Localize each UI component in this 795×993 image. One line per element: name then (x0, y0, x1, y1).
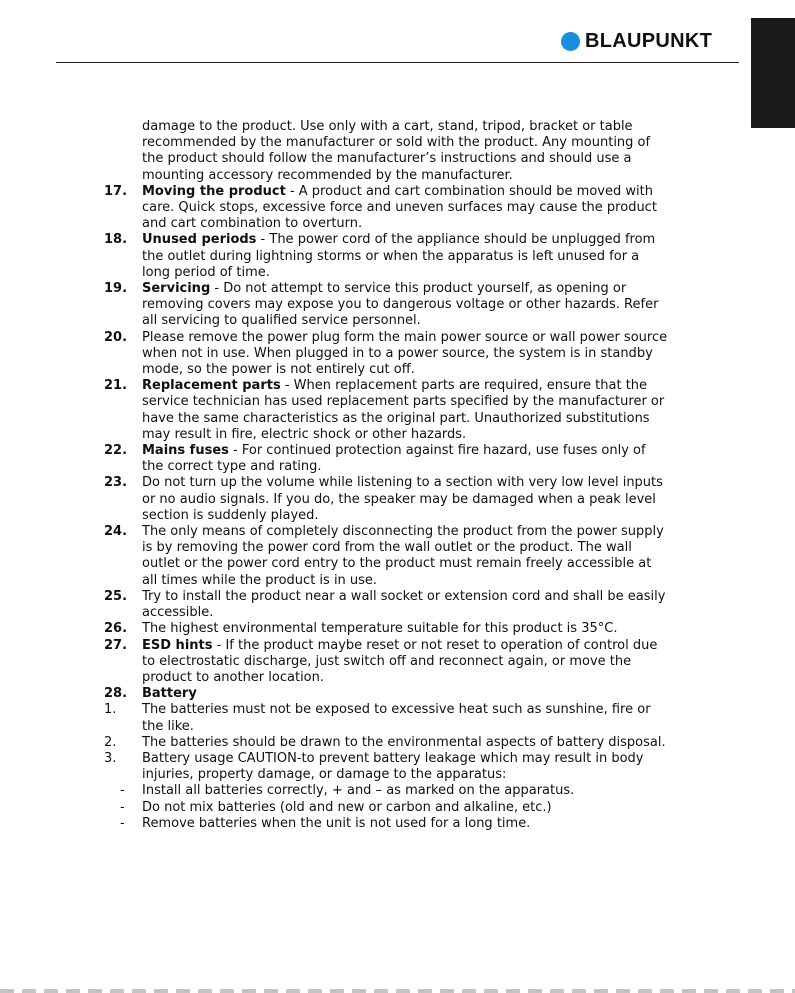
point-number: 3. (104, 750, 117, 766)
battery-point (0, 751, 795, 783)
item-number: 28. (104, 686, 128, 702)
list-item (0, 378, 795, 443)
logo-dot-icon (561, 32, 580, 51)
item-text: - A product and cart combination should be moved with care. Quick stops, excessive force and uneven surfaces may cause the product and cart combination to overturn. (142, 183, 657, 232)
item-text: Please remove the power plug form the main power source or wall power source when not in use. When plugged in to a power source, the system is in standby mode, so the power is not entirely cut off. (142, 329, 668, 378)
item-number: 22. (104, 443, 128, 459)
bullet-dash: - (120, 783, 125, 799)
item-text: - For continued protection against fire hazard, use fuses only of the correct type and rating. (142, 443, 646, 475)
list-item (0, 638, 795, 687)
list-item (0, 330, 795, 379)
item-text: Do not turn up the volume while listening to a section with very low level inputs or no audio signals. If you do, the speaker may be damaged when a peak level section is suddenly played. (142, 475, 663, 523)
item-title: Replacement parts (142, 378, 281, 394)
bullet-dash: - (120, 799, 125, 815)
item-text: - When replacement parts are required, ensure that the service technician has used replacement parts specified by the manufacturer or have the same characteristics as the original part. Unauthorized substitutions may result in fire, electric shock or other hazards. (142, 378, 665, 442)
item-number: 21. (104, 378, 128, 394)
brand-name: BLAUPUNKT (585, 30, 713, 52)
item-text: The only means of completely disconnecting the product from the power supply is by removing the power cord from the wall outlet or the product. The wall outlet or the power cord entry to the product must remain freely accessible at all times while the product is in use. (142, 524, 664, 588)
list-item (0, 184, 795, 233)
item-text: The highest environmental temperature suitable for this product is 35°C. (142, 621, 618, 637)
brand-logo (561, 30, 712, 53)
item-number: 24. (104, 524, 128, 540)
item-number: 18. (104, 232, 128, 248)
item-title: ESD hints (142, 637, 213, 653)
point-text: The batteries should be drawn to the environmental aspects of battery disposal. (142, 734, 666, 750)
item-title: Servicing (142, 281, 211, 297)
point-text: The batteries must not be exposed to excessive heat such as sunshine, fire or the like. (142, 702, 651, 734)
point-text: Battery usage CAUTION-to prevent battery leakage which may result in body injuries, property damage, or damage to the apparatus: (142, 750, 644, 783)
battery-subpoint (0, 783, 795, 799)
subpoint-text: Install all batteries correctly, + and – as marked on the apparatus. (142, 783, 575, 799)
battery-point (0, 735, 795, 751)
subpoint-text: Remove batteries when the unit is not used for a long time. (142, 815, 531, 831)
point-number: 1. (104, 702, 117, 718)
page-content (0, 119, 795, 832)
item-number: 23. (104, 475, 128, 491)
item-text: damage to the product. Use only with a cart, stand, tripod, bracket or table recommended by the manufacturer or sold with the product. Any mounting of the product should follow the manufacturer’s instructions and should use a mounting accessory recommended by the manufacturer. (142, 119, 651, 183)
item-title: Unused periods (142, 232, 257, 248)
point-number: 2. (104, 734, 117, 750)
bullet-dash: - (120, 815, 125, 831)
item-title: Battery (142, 686, 197, 702)
item-number: 17. (104, 183, 128, 199)
item-number: 27. (104, 637, 128, 653)
list-item (0, 524, 795, 589)
battery-subpoint (0, 800, 795, 816)
list-item (0, 119, 795, 184)
battery-subpoint (0, 816, 795, 832)
list-item (0, 589, 795, 621)
item-text: Try to install the product near a wall socket or extension cord and shall be easily accessible. (142, 588, 666, 621)
item-title: Mains fuses (142, 443, 229, 459)
item-number: 26. (104, 621, 128, 637)
item-text: - The power cord of the appliance should be unplugged from the outlet during lightning storms or when the apparatus is left unused for a long period of time. (142, 232, 656, 280)
subpoint-text: Do not mix batteries (old and new or carbon and alkaline, etc.) (142, 799, 552, 815)
list-item (0, 475, 795, 524)
list-item (0, 686, 795, 702)
footer-scan-artifact (0, 989, 795, 993)
language-side-tab (751, 18, 795, 128)
item-number: 20. (104, 329, 128, 345)
item-number: 25. (104, 588, 128, 604)
list-item (0, 232, 795, 281)
battery-point (0, 702, 795, 734)
item-number: 19. (104, 281, 128, 297)
list-item (0, 621, 795, 637)
item-text: - If the product maybe reset or not reset to operation of control due to electrostatic discharge, just switch off and reconnect again, or move the product to another location. (142, 637, 658, 685)
item-title: Moving the product (142, 183, 286, 199)
item-text: - Do not attempt to service this product yourself, as opening or removing covers may expose you to dangerous voltage or other hazards. Refer all servicing to qualified service personnel. (142, 281, 659, 329)
list-item (0, 443, 795, 475)
list-item (0, 281, 795, 330)
header-divider (56, 62, 739, 63)
